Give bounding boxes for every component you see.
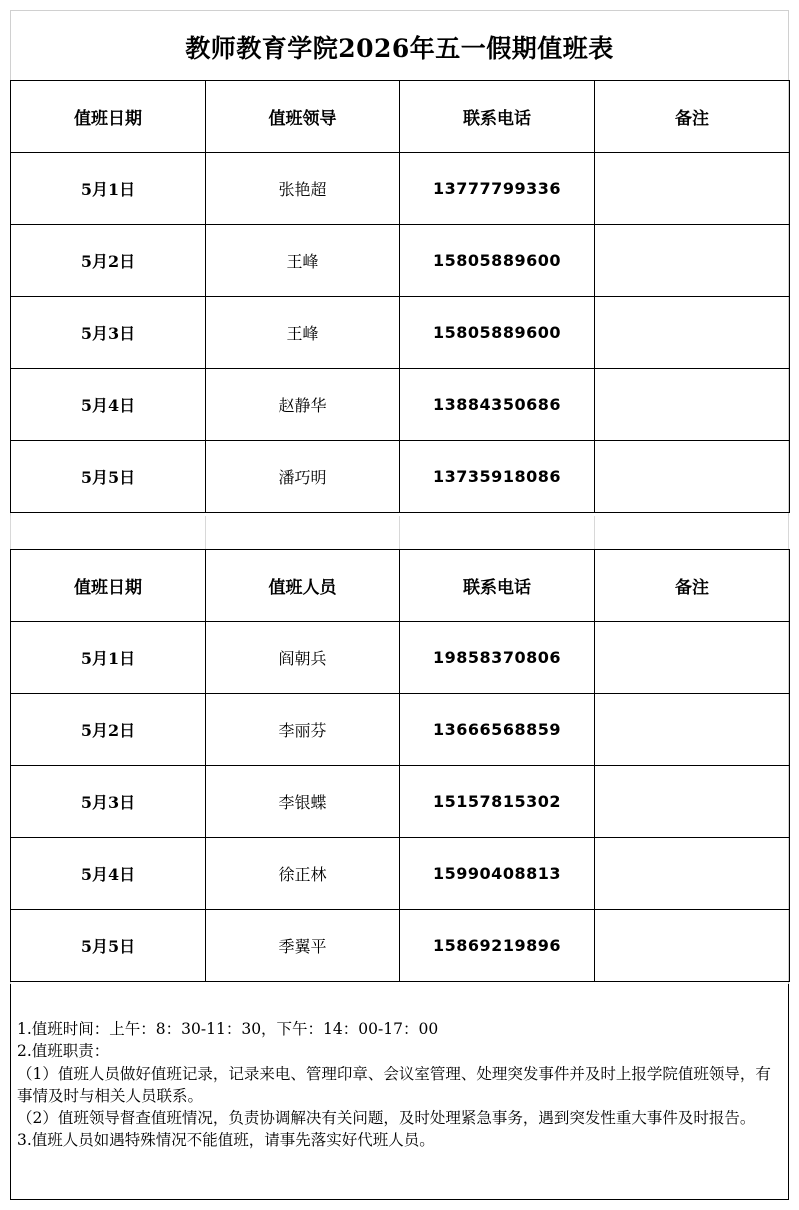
table-row	[11, 910, 790, 982]
note-staff-responsibility: （1）值班人员做好值班记录，记录来电、管理印章、会议室管理、处理突发事件并及时上报学院值班领导，有事情及时与相关人员联系。	[17, 1064, 771, 1105]
page-title: 教师教育学院2026年五一假期值班表	[185, 34, 614, 63]
table-spacer	[10, 516, 789, 549]
cell-date: 5月1日	[11, 153, 206, 225]
leaders-duty-table	[10, 80, 790, 513]
cell-phone: 13777799336	[400, 153, 595, 225]
cell-note	[595, 153, 790, 225]
header-note: 备注	[595, 81, 790, 153]
header-staff: 值班人员	[206, 550, 400, 622]
cell-note	[595, 369, 790, 441]
cell-note	[595, 694, 790, 766]
cell-name: 王峰	[206, 225, 400, 297]
cell-note	[595, 766, 790, 838]
cell-name: 徐正林	[206, 838, 400, 910]
cell-phone: 13884350686	[400, 369, 595, 441]
header-phone: 联系电话	[400, 81, 595, 153]
cell-phone: 15805889600	[400, 225, 595, 297]
table-row	[11, 297, 790, 369]
header-note: 备注	[595, 550, 790, 622]
table-header-row	[11, 550, 790, 622]
cell-phone: 19858370806	[400, 622, 595, 694]
cell-name: 阎朝兵	[206, 622, 400, 694]
cell-name: 王峰	[206, 297, 400, 369]
cell-date: 5月3日	[11, 766, 206, 838]
cell-name: 潘巧明	[206, 441, 400, 513]
staff-duty-table	[10, 549, 790, 982]
cell-name: 李银蝶	[206, 766, 400, 838]
cell-phone: 13735918086	[400, 441, 595, 513]
table-row	[11, 838, 790, 910]
cell-date: 5月1日	[11, 622, 206, 694]
table-row	[11, 622, 790, 694]
table-header-row	[11, 81, 790, 153]
cell-note	[595, 225, 790, 297]
note-substitute: 3.值班人员如遇特殊情况不能值班，请事先落实好代班人员。	[17, 1131, 435, 1150]
header-leader: 值班领导	[206, 81, 400, 153]
table-row	[11, 153, 790, 225]
cell-note	[595, 622, 790, 694]
cell-note	[595, 441, 790, 513]
cell-date: 5月4日	[11, 838, 206, 910]
header-date: 值班日期	[11, 550, 206, 622]
cell-name: 季翼平	[206, 910, 400, 982]
cell-phone: 15869219896	[400, 910, 595, 982]
table-row	[11, 369, 790, 441]
header-date: 值班日期	[11, 81, 206, 153]
cell-note	[595, 838, 790, 910]
cell-name: 张艳超	[206, 153, 400, 225]
cell-date: 5月3日	[11, 297, 206, 369]
cell-name: 李丽芬	[206, 694, 400, 766]
cell-phone: 15990408813	[400, 838, 595, 910]
note-duty-time: 1.值班时间：上午：8：30-11：30，下午：14：00-17：00	[17, 1020, 439, 1038]
table-row	[11, 766, 790, 838]
cell-date: 5月5日	[11, 441, 206, 513]
cell-phone: 13666568859	[400, 694, 595, 766]
header-phone: 联系电话	[400, 550, 595, 622]
cell-date: 5月2日	[11, 225, 206, 297]
note-leader-responsibility: （2）值班领导督查值班情况，负责协调解决有关问题，及时处理紧急事务，遇到突发性重大事件及时报告。	[17, 1109, 756, 1128]
cell-date: 5月5日	[11, 910, 206, 982]
note-duty-responsibilities: 2.值班职责：	[17, 1042, 110, 1061]
cell-date: 5月2日	[11, 694, 206, 766]
cell-phone: 15805889600	[400, 297, 595, 369]
cell-note	[595, 910, 790, 982]
cell-note	[595, 297, 790, 369]
table-row	[11, 225, 790, 297]
cell-date: 5月4日	[11, 369, 206, 441]
cell-phone: 15157815302	[400, 766, 595, 838]
duty-notes	[10, 984, 789, 1200]
table-row	[11, 694, 790, 766]
cell-name: 赵静华	[206, 369, 400, 441]
table-row	[11, 441, 790, 513]
